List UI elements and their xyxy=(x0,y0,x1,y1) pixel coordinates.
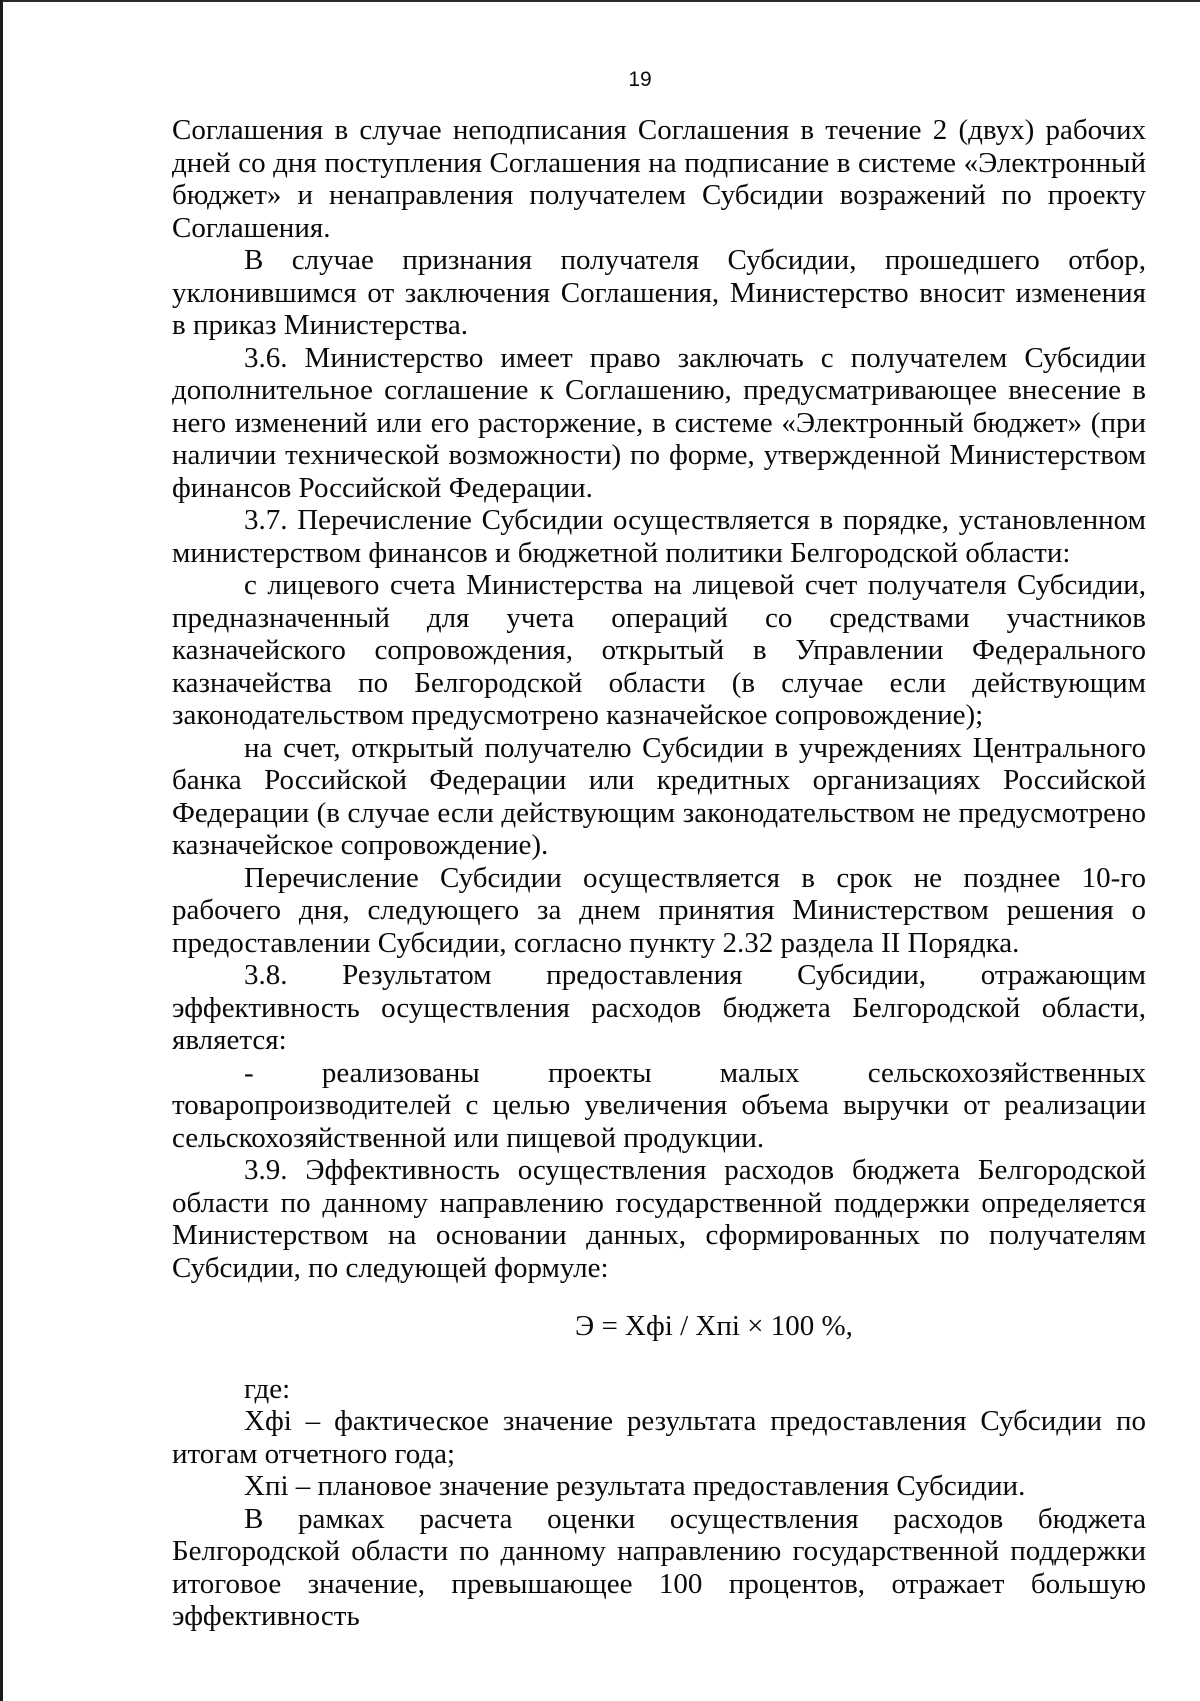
paragraph: Перечисление Субсидии осуществляется в срок не позднее 10-го рабочего дня, следующего за днем принятия Министерством решения о предоставлении Субсидии, согласно пункту 2.32 раздела II Порядка. xyxy=(172,861,1146,959)
paragraph: 3.8. Результатом предоставления Субсидии, отражающим эффективность осуществления расходов бюджета Белгородской области, является: xyxy=(172,959,1146,1056)
paragraph: В случае признания получателя Субсидии, прошедшего отбор, уклонившимся от заключения Соглашения, Министерство вносит изменения в приказ Министерства. xyxy=(172,244,1146,341)
definition-actual: Хфi – фактическое значение результата предоставления Субсидии по итогам отчетного года; xyxy=(172,1405,1146,1470)
paragraph: с лицевого счета Министерства на лицевой счет получателя Субсидии, предназначенный для учета операций со средствами участников казначейского сопровождения, открытый в Управлении Федерального казначейства по Белгородской области (в случае если действующим законодательством предусмотрено казначейское сопровождение); xyxy=(172,569,1146,731)
paragraph: 3.7. Перечисление Субсидии осуществляется в порядке, установленном министерством финансов и бюджетной политики Белгородской области: xyxy=(172,504,1146,569)
paragraph-dash-item: - реализованы проекты малых сельскохозяйственных товаропроизводителей с целью увеличения объема выручки от реализации сельскохозяйственной или пищевой продукции. xyxy=(172,1056,1146,1154)
paragraph: 3.6. Министерство имеет право заключать с получателем Субсидии дополнительное соглашение к Соглашению, предусматривающее внесение в него изменений или его расторжение, в системе «Электронный бюджет» (при наличии технической возможности) по форме, утвержденной Министерством финансов Российской Федерации. xyxy=(172,341,1146,504)
page-number: 19 xyxy=(628,68,652,91)
paragraph: на счет, открытый получателю Субсидии в учреждениях Центрального банка Российской Федерации или кредитных организациях Российской Федерации (в случае если действующим законодательством не предусмотрено казначейское сопровождение). xyxy=(172,731,1146,861)
scan-edge-top xyxy=(0,0,1200,2)
formula: Э = Хфi / Хпi × 100 %, xyxy=(575,1310,853,1342)
scan-edge-left xyxy=(0,0,3,1701)
definition-planned: Хпi – плановое значение результата предоставления Субсидии. xyxy=(244,1470,1026,1502)
paragraph: Соглашения в случае неподписания Соглашения в течение 2 (двух) рабочих дней со дня поступления Соглашения на подписание в системе «Электронный бюджет» и ненаправления получателем Субсидии возражений по проекту Соглашения. xyxy=(172,114,1146,244)
paragraph: В рамках расчета оценки осуществления расходов бюджета Белгородской области по данному направлению государственной поддержки итоговое значение, превышающее 100 процентов, отражает большую эффективность xyxy=(172,1502,1146,1632)
definition-intro: где: xyxy=(244,1372,291,1405)
body-text xyxy=(172,114,1146,1633)
paragraph: 3.9. Эффективность осуществления расходов бюджета Белгородской области по данному направлению государственной поддержки определяется Министерством на основании данных, сформированных по получателям Субсидии, по следующей формуле: xyxy=(172,1154,1146,1284)
